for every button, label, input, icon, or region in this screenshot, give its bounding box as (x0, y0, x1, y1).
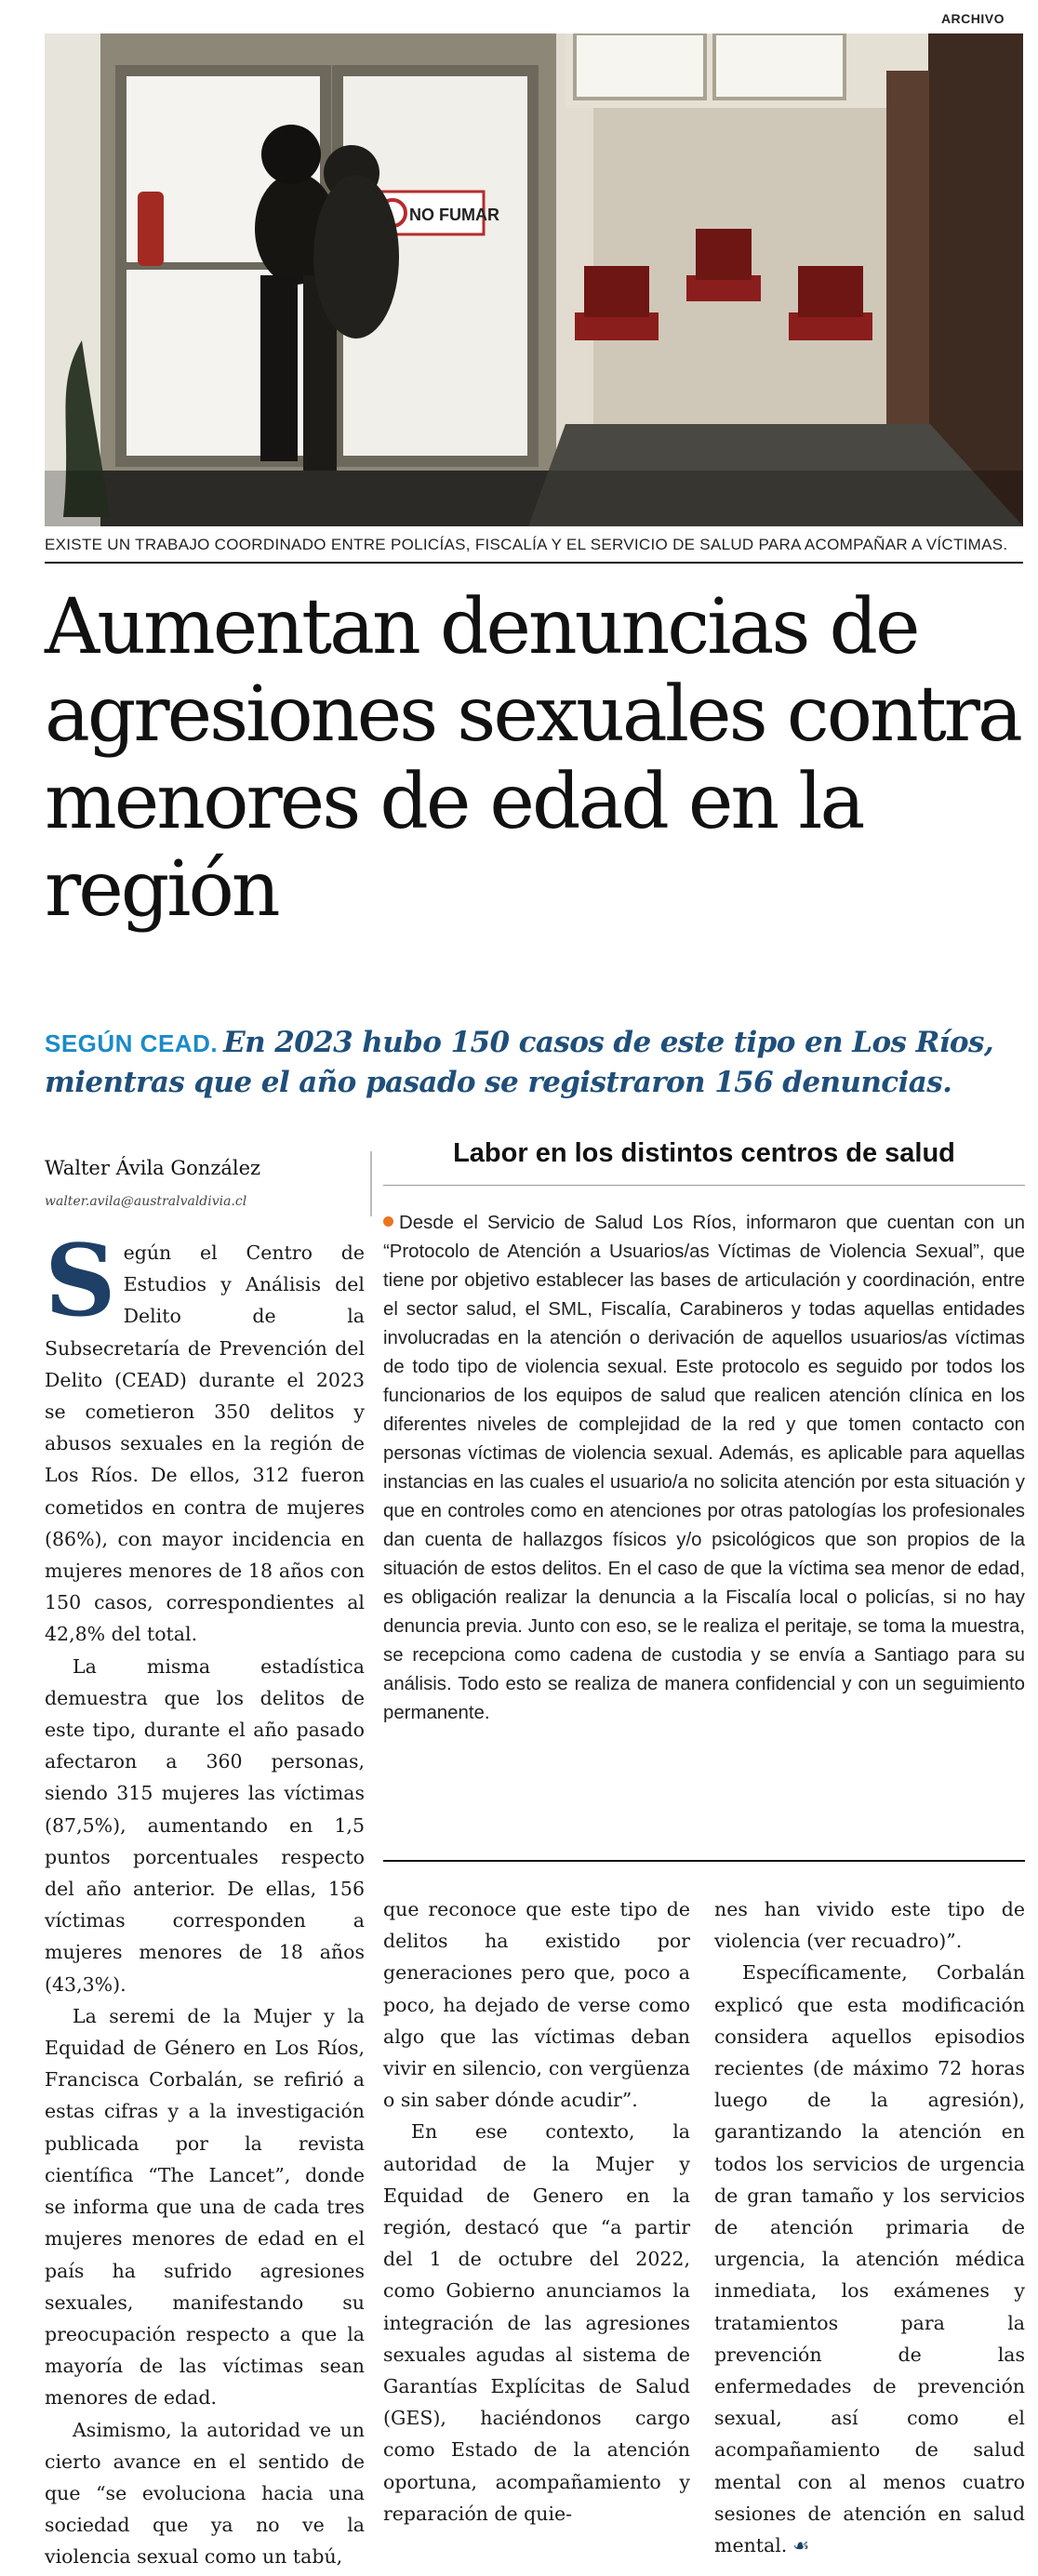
author-email[interactable]: walter.avila@australvaldivia.cl (45, 1194, 247, 1209)
no-smoking-sign: NO FUMAR (409, 206, 499, 224)
sidebar-box-text (383, 1209, 1025, 1728)
bullet-icon (383, 1216, 393, 1227)
author-name: Walter Ávila González (45, 1157, 261, 1179)
deck-source-tag: SEGÚN CEAD. (45, 1029, 219, 1057)
column-divider (370, 1151, 372, 1216)
drop-cap: S (45, 1222, 116, 1338)
article-paragraph: Según el Centro de Estudios y Análisis del Delito de la Subsecretaría de Prevención del Delito (CEAD) durante el 2023 se cometieron 350 delitos y abusos sexuales en la región de Los Ríos. De ellos, 312 fueron cometidos en contra de mujeres (86%), con mayor incidencia en mujeres menores de 18 años con 150 casos, correspondientes al 42,8% del total. (45, 1222, 365, 1646)
end-of-article-icon: ☙ (792, 2534, 810, 2557)
photo-credit: ARCHIVO (940, 11, 1005, 26)
article-paragraph: nes han vivido este tipo de violencia (ver recuadro)”. (714, 1898, 1025, 1953)
article-paragraph: que reconoce que este tipo de delitos ha existido por generaciones pero que, poco a poco, ha dejado de verse como algo que las víctimas deban vivir en silencio, con vergüenza o sin saber dónde acudir”. (383, 1898, 690, 2112)
sidebar-box-divider (383, 1185, 1025, 1186)
article-photo (45, 33, 1023, 526)
sidebar-box-title: Labor en los distintos centros de salud (453, 1138, 955, 1168)
article-column-3 (714, 1893, 1025, 2561)
article-paragraph: Específicamente, Corbalán explicó que esta modificación considera aquellos episodios recientes (de máximo 72 horas luego de la agresión), garantizando la atención en todos los servicios de urgencia de gran tamaño y los servicios de atención primaria de urgencia, la atención médica inmediata, los exámenes y tratamientos para la prevención de las enfermedades de prevención sexual, así como el acompañamiento de salud mental con al menos cuatro sesiones de atención en salud mental. ☙ (714, 1961, 1025, 2557)
article-paragraph: Asimismo, la autoridad ve un cierto avance en el sentido de que “se evoluciona hacia una sociedad que ya no ve la violencia sexual como un tabú, (45, 2418, 365, 2569)
photo-caption: EXISTE UN TRABAJO COORDINADO ENTRE POLICÍAS, FISCALÍA Y EL SERVICIO DE SALUD PARA ACOMPAÑAR A VÍCTIMAS. (45, 536, 1008, 553)
sidebar-box-bottom-rule (383, 1860, 1025, 1862)
article-paragraph: La misma estadística demuestra que los delitos de este tipo, durante el año pasado afectaron a 360 personas, siendo 315 mujeres las víctimas (87,5%), aumentando en 1,5 puntos porcentuales respecto del año anterior. De ellas, 156 víctimas corresponden a mujeres menores de 18 años (43,3%). (45, 1654, 365, 1996)
deck-text: En 2023 hubo 150 casos de este tipo en Los Ríos, mientras que el año pasado se registraron 156 denuncias. (45, 1026, 994, 1099)
hallway-photo-illustration (45, 33, 1023, 526)
sidebar-box-body: Desde el Servicio de Salud Los Ríos, informaron que cuentan con un “Protocolo de Atención a Usuarios/as Víctimas de Violencia Sexual”, que tiene por objetivo establecer las bases de articulación y coordinación, entre el sector salud, el SML, Fiscalía, Carabineros y todas aquellas entidades involucradas en la atención o derivación de aquellos usuarios/as víctimas de todo tipo de violencia sexual. Este protocolo es seguido por todos los funcionarios de los equipos de salud que realicen atención clínica en los diferentes niveles de complejidad de la red y que tomen contacto con personas víctimas de violencia sexual. Además, es aplicable para aquellas instancias en las cuales el usuario/a no solicita atención por esta situación y que en controles como en atenciones por otras patologías los profesionales dan cuenta de hallazgos físicos y/o psicológicos que son propios de la situación de estos delitos. En el caso de que la víctima sea menor de edad, es obligación realizar la denuncia a la Fiscalía local o policías, si no hay denuncia previa. Junto con eso, se le realiza el peritaje, se toma la muestra, se recepciona como cadena de custodia y se envía a Santiago para su análisis. Todo esto se realiza de manera confidencial y con un seguimiento permanente. (383, 1213, 1025, 1723)
caption-divider (45, 562, 1023, 564)
article-paragraph: En ese contexto, la autoridad de la Mujer y Equidad de Genero en la región, destacó que “a partir del 1 de octubre del 2022, como Gobierno anunciamos la integración de las agresiones sexuales agudas al sistema de Garantías Explícitas de Salud (GES), haciéndonos cargo como Estado de la atención oportuna, acompañamiento y reparación de quie- (383, 2120, 690, 2525)
headline: Aumentan denuncias de agresiones sexuales contra menores de edad en la región (45, 583, 1020, 934)
article-column-2 (383, 1893, 690, 2530)
article-column-1 (45, 1222, 365, 2573)
article-paragraph: La seremi de la Mujer y la Equidad de Género en Los Ríos, Francisca Corbalán, se refirió a estas cifras y a la investigación publicada por la revista científica “The Lancet”, donde se informa que una de cada tres mujeres menores de edad en el país ha sufrido agresiones sexuales, manifestando su preocupación respecto a que la mayoría de las víctimas sean menores de edad. (45, 2004, 365, 2410)
subheadline (45, 1023, 1031, 1102)
